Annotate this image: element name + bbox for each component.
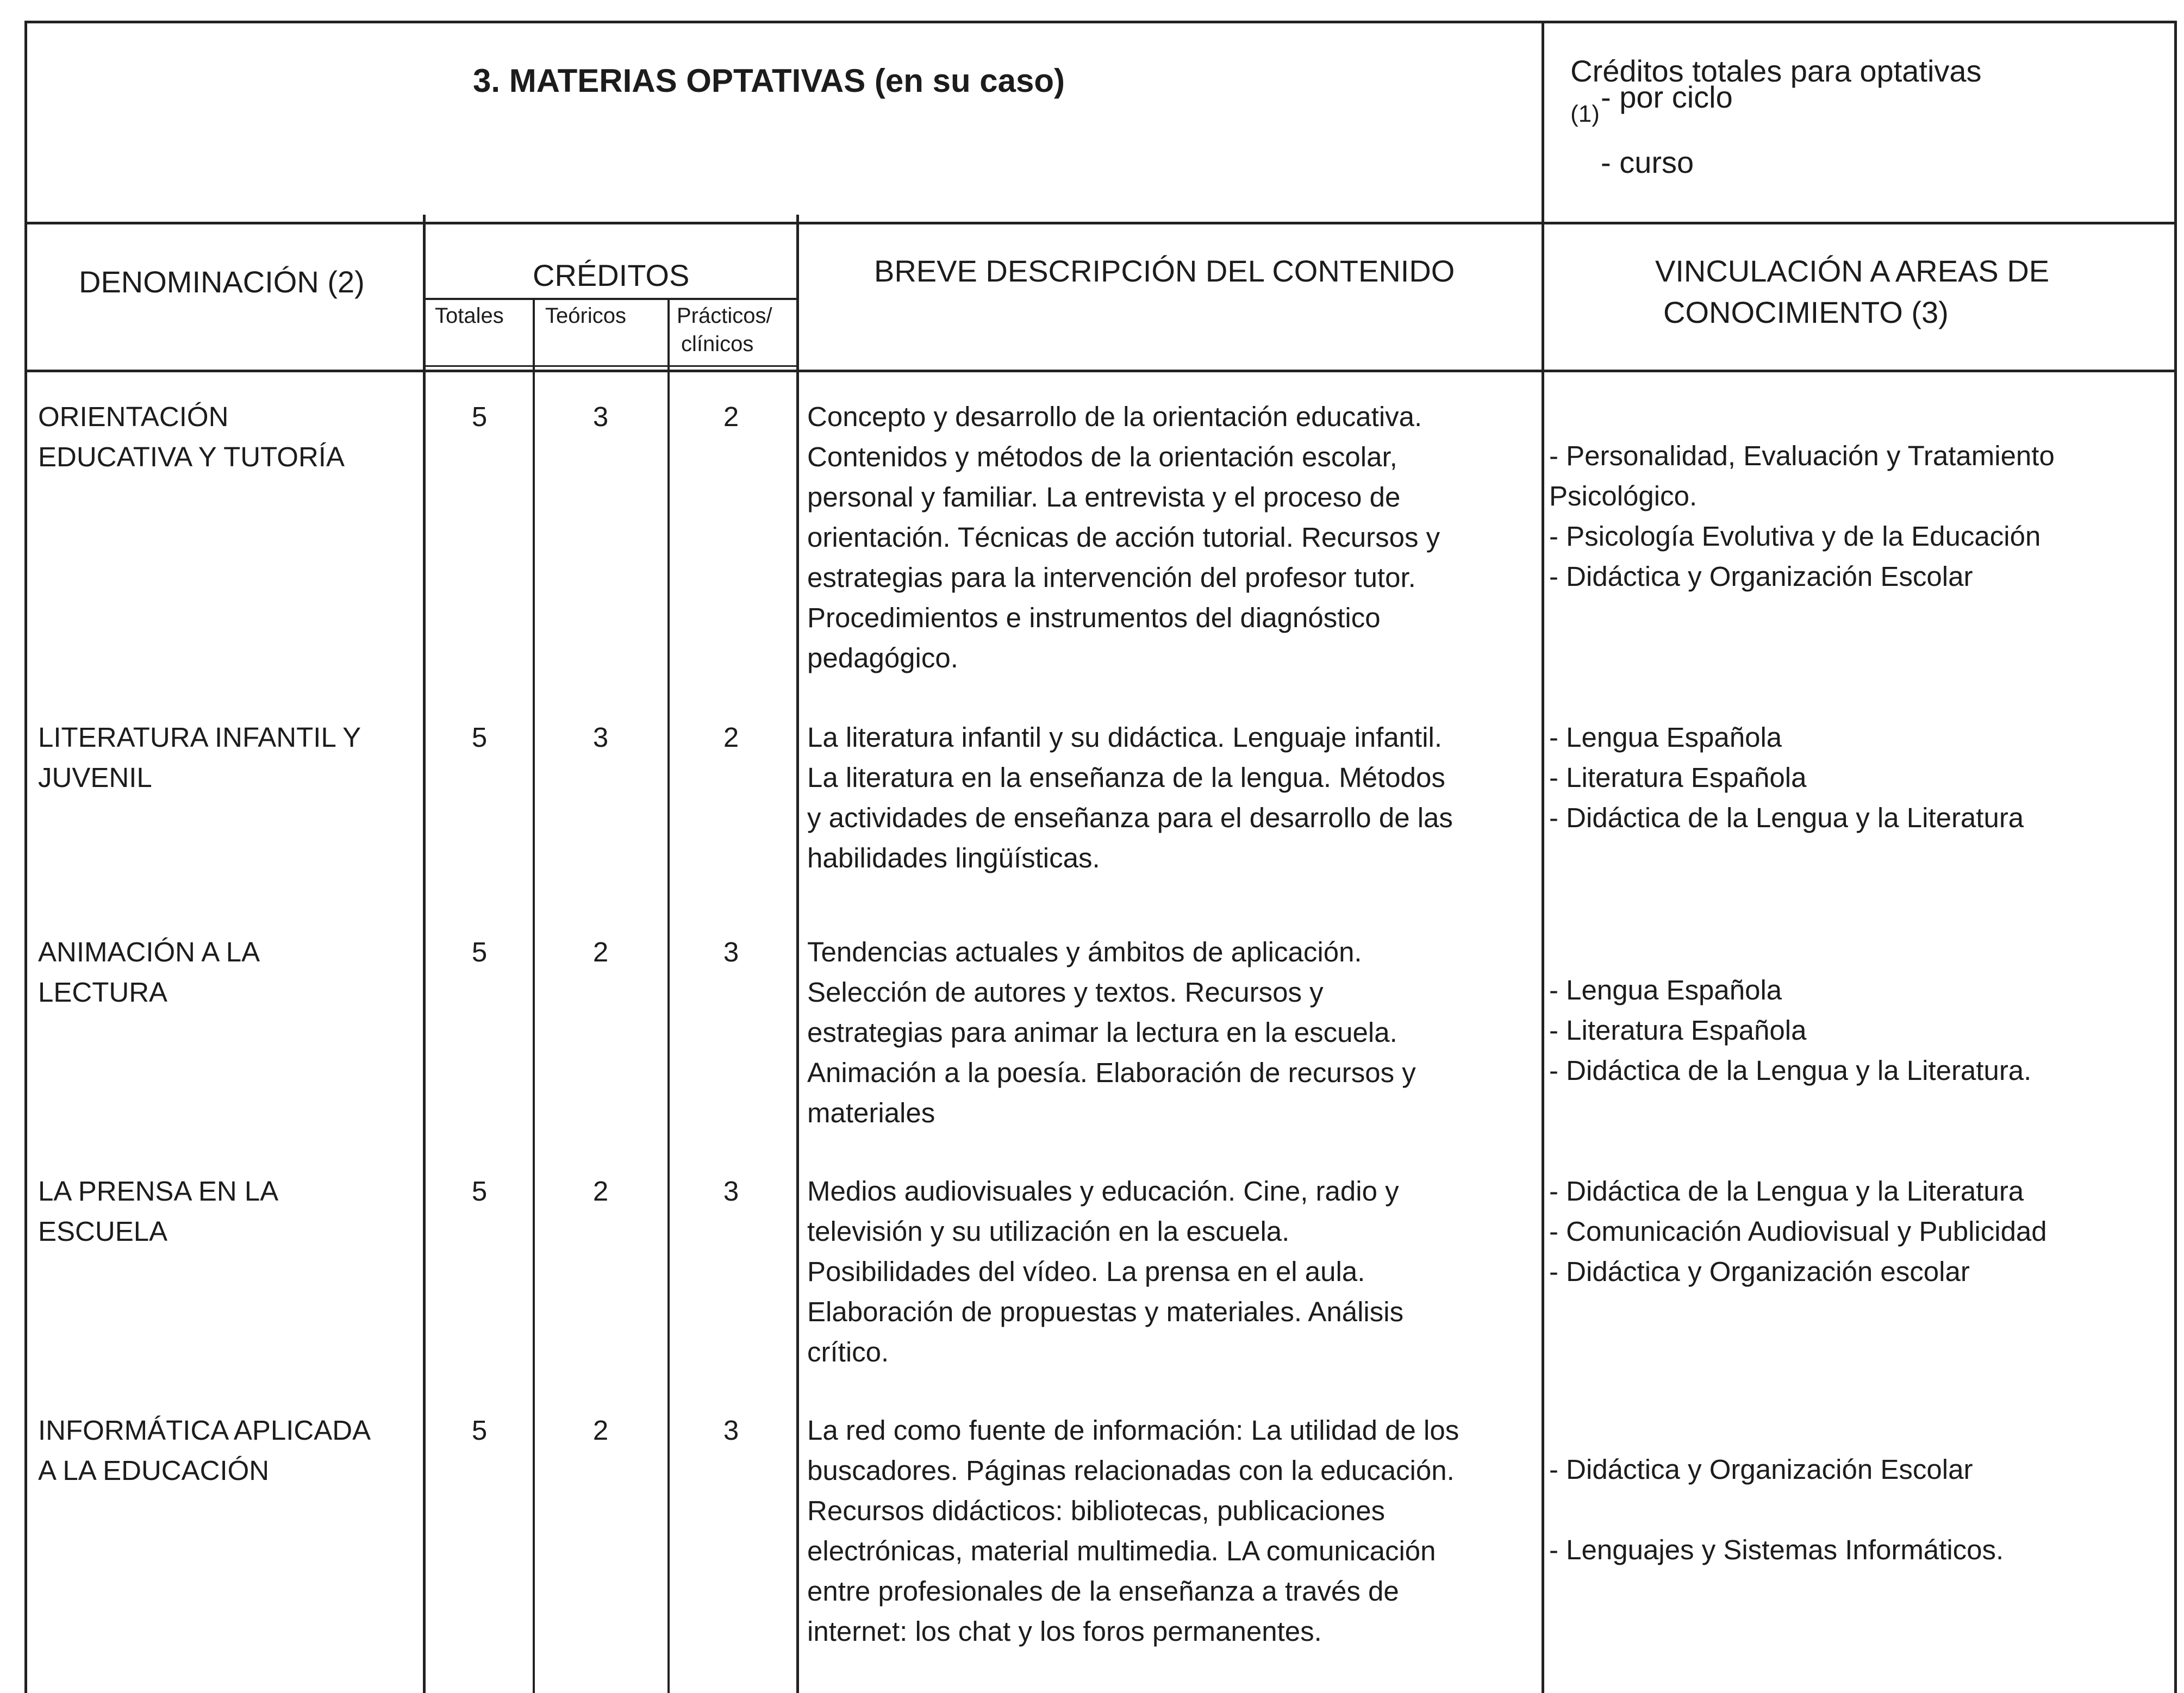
row-area-line: - Lengua Española	[1549, 974, 1782, 1005]
credits-box-heading-text: Créditos totales para optativas	[1570, 54, 1982, 88]
row-area-line: - Lengua Española	[1549, 722, 1782, 753]
row-name: ANIMACIÓN A LA	[38, 936, 260, 967]
header-divider	[24, 222, 2177, 224]
col-divider-totales	[533, 298, 535, 1693]
row-area-line: - Didáctica y Organización Escolar	[1549, 1454, 1973, 1485]
credits-box-divider	[1542, 21, 1544, 224]
credits-box-heading-note: (1)	[1570, 101, 1600, 127]
col-header-vinculacion-line2: CONOCIMIENTO (3)	[1663, 295, 1949, 329]
row-description-line: Recursos didácticos: bibliotecas, publicaciones	[807, 1495, 1386, 1526]
row-description-line: habilidades lingüísticas.	[807, 842, 1100, 873]
left-border	[24, 21, 27, 1693]
row-totales: 5	[471, 1415, 488, 1446]
row-description-line: La literatura en la enseñanza de la lengua. Métodos	[807, 762, 1445, 793]
row-description-line: televisión y su utilización en la escuela.	[807, 1216, 1290, 1247]
col-header-denominacion: DENOMINACIÓN (2)	[79, 265, 365, 299]
row-practicos: 3	[723, 1176, 739, 1207]
credits-subheader-divider	[424, 298, 798, 300]
row-area-line: - Lenguajes y Sistemas Informáticos.	[1549, 1534, 2004, 1565]
row-name: ESCUELA	[38, 1216, 168, 1247]
row-teoricos: 2	[592, 1415, 609, 1446]
row-description-line: buscadores. Páginas relacionadas con la educación.	[807, 1455, 1455, 1486]
col-divider-areas	[1542, 215, 1544, 1693]
row-description-line: materiales	[807, 1097, 935, 1128]
row-description-line: Posibilidades del vídeo. La prensa en el aula.	[807, 1256, 1365, 1287]
row-description-line: Selección de autores y textos. Recursos y	[807, 977, 1324, 1008]
credits-box-line-ciclo: - por ciclo	[1601, 80, 1733, 114]
row-area-line: - Literatura Española	[1549, 762, 1807, 793]
row-totales: 5	[471, 401, 488, 432]
row-practicos: 2	[723, 722, 739, 753]
col-divider-desc	[796, 215, 799, 1693]
row-area-line: - Didáctica y Organización escolar	[1549, 1256, 1970, 1287]
row-area-line: Psicológico.	[1549, 480, 1698, 511]
row-name: INFORMÁTICA APLICADA	[38, 1415, 371, 1446]
row-name: LA PRENSA EN LA	[38, 1176, 279, 1207]
row-totales: 5	[471, 936, 488, 967]
row-area-line: - Psicología Evolutiva y de la Educación	[1549, 521, 2041, 552]
row-description-line: Elaboración de propuestas y materiales. Análisis	[807, 1296, 1404, 1327]
row-area-line: - Literatura Española	[1549, 1015, 1807, 1046]
row-name: JUVENIL	[38, 762, 152, 793]
row-teoricos: 2	[592, 1176, 609, 1207]
row-description-line: La red como fuente de información: La utilidad de los	[807, 1415, 1459, 1446]
row-description-line: crítico.	[807, 1336, 889, 1367]
credits-box-line-curso: - curso	[1601, 145, 1694, 179]
row-teoricos: 3	[592, 401, 609, 432]
section-title: 3. MATERIAS OPTATIVAS (en su caso)	[473, 63, 1065, 99]
row-description-line: estrategias para la intervención del profesor tutor.	[807, 562, 1416, 593]
row-totales: 5	[471, 722, 488, 753]
row-name: LITERATURA INFANTIL Y	[38, 722, 361, 753]
row-description-line: Animación a la poesía. Elaboración de recursos y	[807, 1057, 1416, 1088]
row-description-line: La literatura infantil y su didáctica. Lenguaje infantil.	[807, 722, 1443, 753]
col-header-vinculacion-line1: VINCULACIÓN A AREAS DE	[1655, 254, 2050, 288]
row-description-line: Medios audiovisuales y educación. Cine, radio y	[807, 1176, 1399, 1207]
row-area-line: - Didáctica y Organización Escolar	[1549, 561, 1973, 592]
col-header-practicos: Prácticos/	[677, 304, 772, 328]
row-name: EDUCATIVA Y TUTORÍA	[38, 441, 345, 472]
row-description-line: Concepto y desarrollo de la orientación educativa.	[807, 401, 1422, 432]
row-practicos: 3	[723, 1415, 739, 1446]
row-name: ORIENTACIÓN	[38, 401, 229, 432]
row-teoricos: 2	[592, 936, 609, 967]
row-area-line: - Personalidad, Evaluación y Tratamiento	[1549, 440, 2055, 471]
col-header-descripcion: BREVE DESCRIPCIÓN DEL CONTENIDO	[874, 254, 1455, 288]
row-description-line: internet: los chat y los foros permanentes.	[807, 1616, 1322, 1647]
row-description-line: personal y familiar. La entrevista y el proceso de	[807, 482, 1401, 513]
row-totales: 5	[471, 1176, 488, 1207]
body-divider	[24, 370, 2177, 372]
row-description-line: electrónicas, material multimedia. LA comunicación	[807, 1535, 1436, 1566]
row-description-line: Procedimientos e instrumentos del diagnóstico	[807, 602, 1381, 633]
col-divider-teoricos	[667, 298, 670, 1693]
row-description-line: pedagógico.	[807, 642, 958, 673]
row-area-line: - Didáctica de la Lengua y la Literatura	[1549, 1176, 2024, 1207]
row-area-line: - Didáctica de la Lengua y la Literatura	[1549, 802, 2024, 833]
row-name: LECTURA	[38, 977, 168, 1008]
row-practicos: 3	[723, 936, 739, 967]
row-description-line: entre profesionales de la enseñanza a través de	[807, 1576, 1399, 1607]
col-header-clinicos: clínicos	[681, 332, 754, 356]
row-description-line: estrategias para animar la lectura en la escuela.	[807, 1017, 1397, 1048]
row-description-line: orientación. Técnicas de acción tutorial. Recursos y	[807, 522, 1440, 553]
col-header-creditos: CRÉDITOS	[533, 258, 690, 292]
row-practicos: 2	[723, 401, 739, 432]
credits-bottom-divider	[424, 365, 798, 367]
row-description-line: Contenidos y métodos de la orientación escolar,	[807, 441, 1397, 472]
row-teoricos: 3	[592, 722, 609, 753]
row-description-line: Tendencias actuales y ámbitos de aplicación.	[807, 936, 1362, 967]
col-header-totales: Totales	[435, 304, 504, 328]
col-header-teoricos: Teóricos	[545, 304, 626, 328]
row-name: A LA EDUCACIÓN	[38, 1455, 270, 1486]
col-divider-name	[423, 215, 426, 1693]
right-border	[2174, 21, 2177, 1693]
row-area-line: - Comunicación Audiovisual y Publicidad	[1549, 1216, 2047, 1247]
row-description-line: y actividades de enseñanza para el desarrollo de las	[807, 802, 1453, 833]
row-area-line: - Didáctica de la Lengua y la Literatura.	[1549, 1055, 2032, 1086]
